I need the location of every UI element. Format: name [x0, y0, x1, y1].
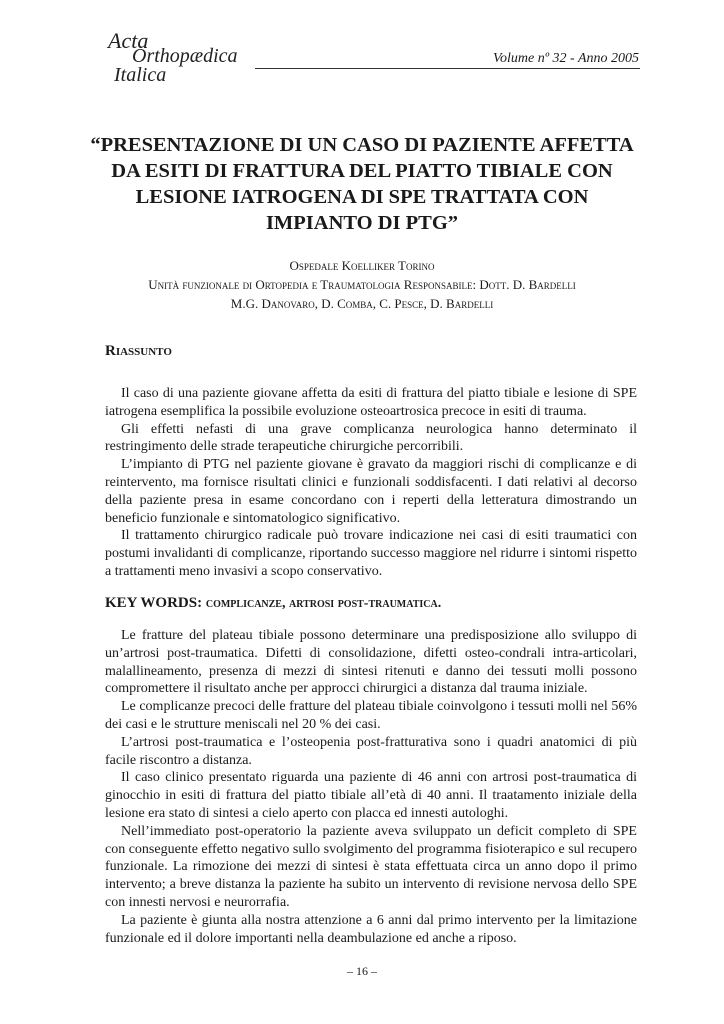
- abstract-paragraph: L’impianto di PTG nel paziente giovane è gravato da maggiori rischi di complicanze e di reintervento, ma fornisce risultati clinici e funzionali soddisfacenti. I dati relativi al decorso della paziente presa in esame concordano con i reperti della letteratura dimostrando un beneficio funzionale e sintomatologico significativo.: [105, 457, 637, 526]
- body-paragraph: Le fratture del plateau tibiale possono determinare una predisposizione allo sviluppo di un’artrosi post-traumatica. Difetti di consolidazione, difetti osteo-condrali intra-articolari, malallineamento, presenza di mezzi di sintesi ritenuti e danno dei tessuti molli possono compromettere il risultato anche per approcci chirurgici a distanza dal trauma iniziale.: [105, 628, 637, 697]
- volume-info: Volume nº 32 - Anno 2005: [492, 51, 639, 66]
- body-paragraph: L’artrosi post-traumatica e l’osteopenia post-fratturativa sono i quadri anatomici di più facile riscontro a distanza.: [105, 734, 637, 768]
- hospital-name: Ospedale Koelliker Torino: [289, 258, 435, 273]
- body-paragraph: Nell’immediato post-operatorio la paziente aveva sviluppato un deficit completo di SPE con conseguente effetto negativo sullo svolgimento del programma fisioterapico e sul recupero funzionale. La rimozione dei mezzi di sintesi è stata effettuata circa un anno dopo il primo intervento; a breve distanza la paziente ha subito un intervento di revisione nervosa dello SPE con innesti nervosi e neurorrafia.: [105, 823, 637, 910]
- page-number: – 16 –: [347, 964, 377, 978]
- body-paragraph: La paziente è giunta alla nostra attenzione a 6 anni dal primo intervento per la limitazione funzionale ed il dolore importanti nella deambulazione ed anche a riposo.: [105, 912, 637, 946]
- abstract-heading: Riassunto: [105, 343, 172, 359]
- abstract-paragraph: Gli effetti nefasti di una grave complicanza neurologica hanno determinato il restringimento delle strade terapeutiche chirurgiche percorribili.: [105, 421, 637, 455]
- authors: M.G. Danovaro, D. Comba, C. Pesce, D. Bardelli: [230, 296, 494, 311]
- abstract-paragraph: Il trattamento chirurgico radicale può trovare indicazione nei casi di esiti traumatici con postumi invalidanti di complicanze, riportando successo maggiore nel ridurre i sintomi rispetto a trattamenti meno invasivi a scopo conservativo.: [105, 528, 637, 579]
- abstract-paragraph: Il caso di una paziente giovane affetta da esiti di frattura del piatto tibiale e lesione di SPE iatrogena esemplifica la possibile evoluzione osteoartrosica precoce in esiti di trauma.: [105, 386, 637, 419]
- header-rule: [255, 68, 640, 69]
- logo-line-italica: Italica: [114, 64, 167, 86]
- abstract-text: [105, 385, 637, 581]
- journal-logo: [100, 28, 250, 86]
- logo-line-orthopaedica: Orthopædica: [132, 45, 238, 67]
- article-title: “PRESENTAZIONE DI UN CASO DI PAZIENTE AFFETTA DA ESITI DI FRATTURA DEL PIATTO TIBIALE CON LESIONE IATROGENA DI SPE TRATTATA CON IMPIANTO DI PTG”: [90, 134, 634, 234]
- keywords-text: complicanze, artrosi post-traumatica.: [205, 596, 442, 611]
- logo-line-acta: Acta: [108, 28, 149, 53]
- body-text: [105, 627, 637, 947]
- keywords: [105, 595, 441, 612]
- body-paragraph: Le complicanze precoci delle fratture del plateau tibiale coinvolgono i tessuti molli nel 56% dei casi e le strutture meniscali nel 20 % dei casi.: [105, 699, 637, 732]
- body-paragraph: Il caso clinico presentato riguarda una paziente di 46 anni con artrosi post-traumatica di ginocchio in esiti di frattura del piatto tibiale all’età di 40 anni. Il traatamento iniziale della lesione era stato di sintesi a cielo aperto con placca ed innesti autologhi.: [105, 770, 637, 821]
- unit-name: Unità funzionale di Ortopedia e Traumatologia Responsabile: Dott. D. Bardelli: [148, 277, 576, 292]
- keywords-label: KEY WORDS:: [105, 595, 203, 611]
- affiliation: [90, 256, 634, 313]
